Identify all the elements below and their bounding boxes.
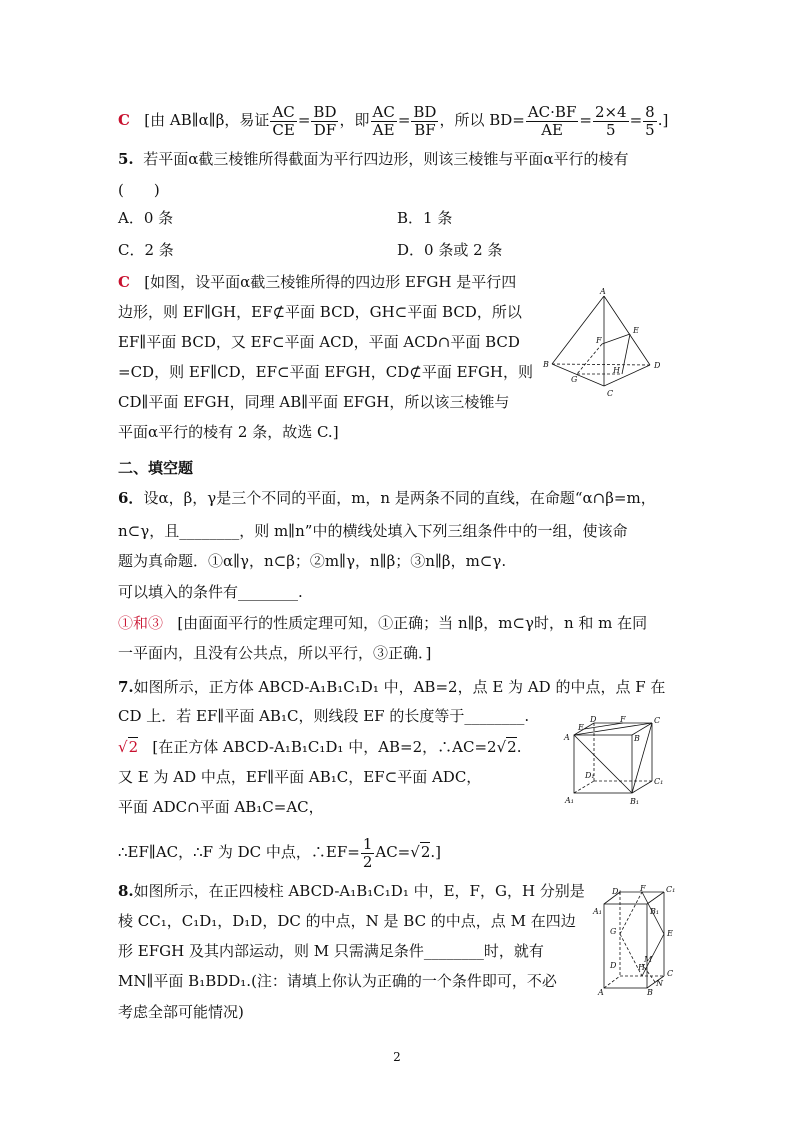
q8-line-2: 棱 CC₁，C₁D₁，D₁D，DC 的中点，N 是 BC 的中点，点 M 在四边 <box>118 912 576 930</box>
q4-explain-pre: [由 AB∥α∥β，易证 <box>144 111 270 129</box>
q7-line-1: 7.如图所示，正方体 ABCD-A₁B₁C₁D₁ 中，AB=2，点 E 为 AD 的中点，点 F 在 <box>118 678 666 696</box>
q5-paren: ( ) <box>118 181 160 199</box>
label-b1: B₁ <box>630 797 640 806</box>
fraction-ac-ce: $\frac{AC}{CE}$ <box>272 102 295 139</box>
label-h: H <box>613 366 620 375</box>
label-f: F <box>640 884 646 893</box>
label-a: A <box>600 288 606 296</box>
label-g: G <box>571 375 578 384</box>
q8-line-1: 8.如图所示，在正四棱柱 ABCD-A₁B₁C₁D₁ 中，E，F，G，H 分别是 <box>118 882 585 900</box>
q7-explain-2: 又 E 为 AD 中点，EF∥平面 AB₁C，EF⊂平面 ADC， <box>118 768 482 786</box>
label-e: E <box>578 723 584 732</box>
fraction-2x4-5: $\frac{2\times 4}{5}$ <box>594 102 627 139</box>
label-h: H <box>638 963 645 972</box>
label-d1: D₁ <box>612 887 622 896</box>
label-d: D <box>610 961 617 970</box>
label-a: A <box>598 988 604 996</box>
q6-explain-1: ①和③ [由面面平行的性质定理可知，①正确；当 n∥β，m⊂γ时，n 和 m 在同 <box>118 614 648 632</box>
label-c1: C₁ <box>654 777 664 786</box>
q6-line-3: 题为真命题．①α∥γ，n⊂β；②m∥γ，n∥β；③n∥β，m⊂γ. <box>118 552 507 570</box>
fraction-ac-ae: $\frac{AC}{AE}$ <box>372 102 395 139</box>
fraction-1-2: $\frac{1}{2}$ <box>362 834 373 871</box>
label-b1: B₁ <box>650 907 660 916</box>
label-g: G <box>610 927 617 936</box>
label-d: D <box>654 361 661 370</box>
page-number: 2 <box>393 1050 401 1064</box>
q4-answer-line: C [由 AB∥α∥β，易证 $\frac{AC}{CE}$ = $\frac{BD}{DF}$ ，即 $\frac{AC}{AE}$ = $\frac{BD}{BF}$ ，所以 BD= $\frac{AC\cdot BF}{AE}$ = $\frac{2\times 4}{5}$ = $\frac{8}{5}$ .] <box>118 102 669 139</box>
label-f: F <box>596 336 602 345</box>
label-c: C <box>654 716 661 725</box>
q5-option-a: A．0 条 <box>118 209 174 227</box>
label-m: M <box>644 955 653 964</box>
q5-explain-6: 平面α平行的棱有 2 条，故选 C.] <box>118 423 339 441</box>
label-b: B <box>543 360 549 369</box>
q5-explain-1: C [如图，设平面α截三棱锥所得的四边形 EFGH 是平行四 <box>118 273 517 291</box>
label-c: C <box>607 389 614 398</box>
fraction-bd-bf: $\frac{BD}{BF}$ <box>413 102 437 139</box>
q5-explain-4: =CD，则 EF∥CD，EF⊂平面 EFGH，CD⊄平面 EFGH，则 <box>118 363 534 381</box>
q7-line-2: CD 上．若 EF∥平面 AB₁C，则线段 EF 的长度等于________. <box>118 707 530 725</box>
prism-figure <box>592 884 688 996</box>
q8-line-3: 形 EFGH 及其内部运动，则 M 只需满足条件________时，就有 <box>118 942 544 960</box>
q8-line-4: MN∥平面 B₁BDD₁.(注：请填上你认为正确的一个条件即可，不必 <box>118 972 557 990</box>
label-a: A <box>564 733 570 742</box>
q6-line-2: n⊂γ，且________，则 m∥n”中的横线处填入下列三组条件中的一组，使该命 <box>118 522 628 540</box>
q5-stem: 5. 若平面α截三棱锥所得截面为平行四边形，则该三棱锥与平面α平行的棱有 <box>118 150 629 168</box>
label-d: D <box>590 716 597 724</box>
q6-line-4: 可以填入的条件有________. <box>118 583 303 601</box>
section-title-fill-blank: 二、填空题 <box>118 459 194 477</box>
label-b: B <box>647 988 653 996</box>
q7-explain-3: 平面 ADC∩平面 AB₁C=AC， <box>118 798 324 816</box>
label-c1: C₁ <box>666 885 676 894</box>
q6-answer: ①和③ <box>118 614 164 632</box>
label-e: E <box>667 929 673 938</box>
label-c: C <box>667 969 674 978</box>
q8-line-5: 考虑全部可能情况) <box>118 1003 244 1021</box>
label-e: E <box>633 326 639 335</box>
q5-option-b: B．1 条 <box>397 209 453 227</box>
fraction-8-5: $\frac{8}{5}$ <box>645 102 655 139</box>
q5-explain-5: CD∥平面 EFGH，同理 AB∥平面 EFGH，所以该三棱锥与 <box>118 393 510 411</box>
label-a1: A₁ <box>565 796 574 805</box>
label-n: N <box>656 979 663 988</box>
q5-option-d: D．0 条或 2 条 <box>397 241 503 259</box>
label-b: B <box>634 734 640 743</box>
q4-answer-letter: C <box>118 111 130 129</box>
q5-option-c: C．2 条 <box>118 241 174 259</box>
fraction-bd-df: $\frac{BD}{DF}$ <box>313 102 337 139</box>
cube-figure <box>562 716 674 808</box>
label-d1: D₁ <box>585 771 595 780</box>
q7-explain-4: ∴EF∥AC，∴F 为 DC 中点，∴EF= $\frac{1}{2}$ AC=√2.] <box>118 834 441 871</box>
label-f: F <box>620 716 626 724</box>
tetrahedron-figure <box>542 288 692 413</box>
q7-explain-1: √2 [在正方体 ABCD-A₁B₁C₁D₁ 中，AB=2，∴AC=2√2. <box>118 738 522 756</box>
q5-explain-3: EF∥平面 BCD，又 EF⊂平面 ACD，平面 ACD∩平面 BCD <box>118 333 520 351</box>
q6-line-1: 6．设α，β，γ是三个不同的平面，m，n 是两条不同的直线，在命题“α∩β=m， <box>118 489 656 507</box>
q5-explain-2: 边形，则 EF∥GH，EF⊄平面 BCD，GH⊂平面 BCD，所以 <box>118 303 522 321</box>
q6-explain-2: 一平面内，且没有公共点，所以平行，③正确．] <box>118 644 432 662</box>
label-a1: A₁ <box>593 907 602 916</box>
fraction-acbf-ae: $\frac{AC\cdot BF}{AE}$ <box>527 102 577 139</box>
q7-answer: √2 <box>118 738 139 756</box>
